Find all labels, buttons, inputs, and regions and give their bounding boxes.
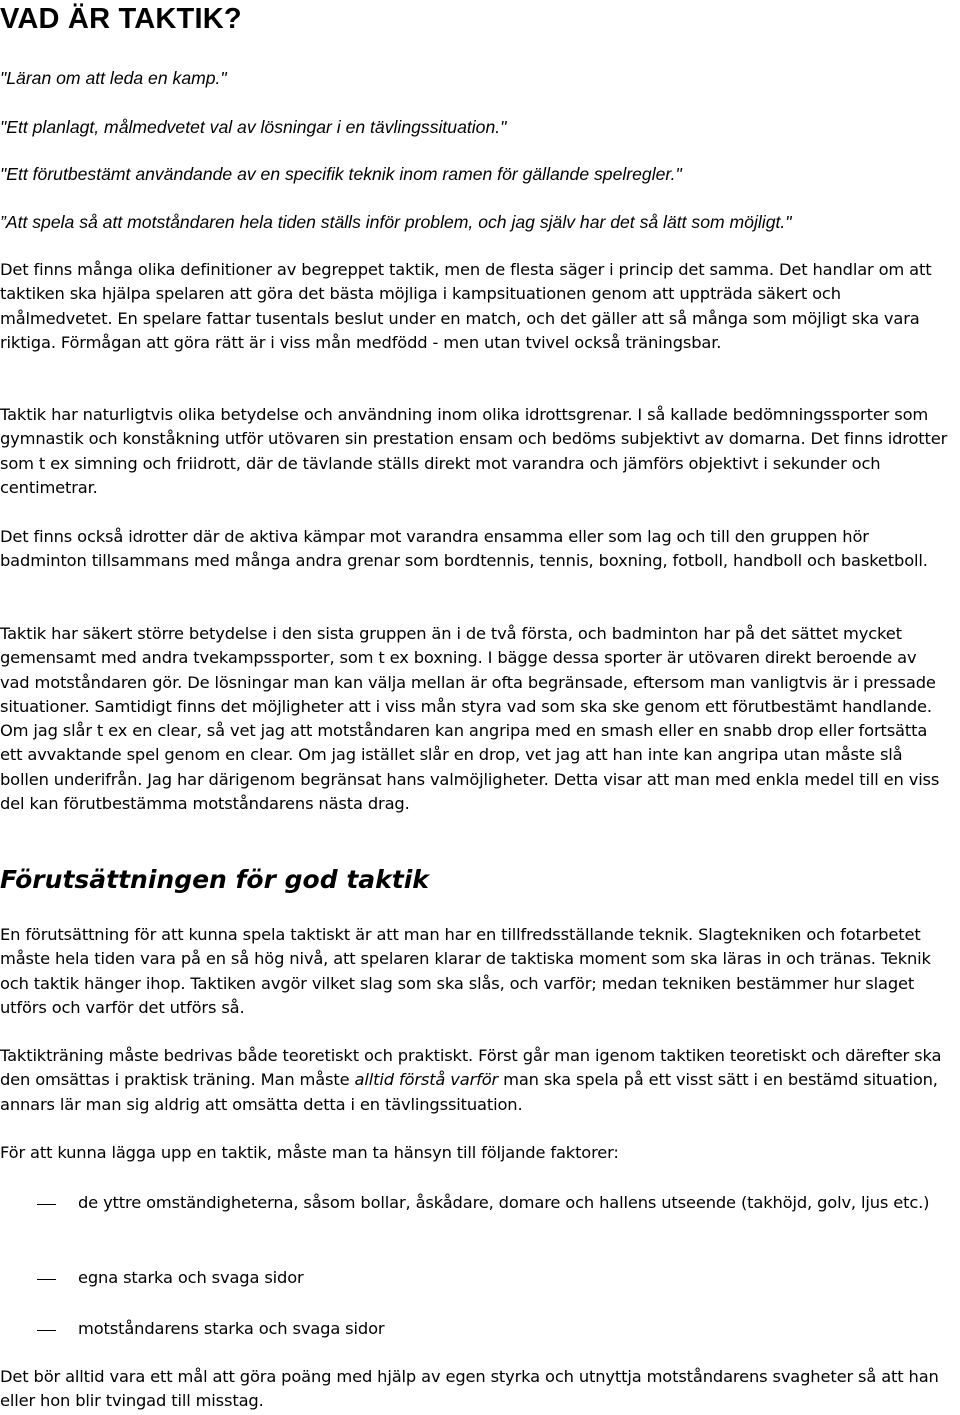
definition-quote-3: "Ett förutbestämt användande av en specifik teknik inom ramen för gällande spelregler." [0, 164, 682, 184]
definition-quote-2: "Ett planlagt, målmedvetet val av lösningar i en tävlingssituation." [0, 117, 507, 137]
dash-bullet-icon [37, 1330, 56, 1331]
definition-quote-4: ”Att spela så att motståndaren hela tiden ställs inför problem, och jag själv har det så lätt som möjligt." [0, 212, 792, 232]
definition-quote-1: "Läran om att leda en kamp." [0, 68, 227, 88]
list-item-text: motståndarens starka och svaga sidor [78, 1319, 385, 1338]
list-item-text: egna starka och svaga sidor [78, 1268, 304, 1287]
paragraph-technique: En förutsättning för att kunna spela taktiskt är att man har en tillfredsställande teknik. Slagtekniken och fotarbetet måste hela tiden vara på en så hög nivå, att spelaren klarar de taktiska moment som ska läras in och tränas. Teknik och taktik hänger ihop. Taktiken avgör vilket slag som ska slås, och varför; medan tekniken bestämmer hur slaget utförs och varför det utförs så. [0, 925, 931, 1017]
paragraph-definitions: Det finns många olika definitioner av begreppet taktik, men de flesta säger i princip det samma. Det handlar om att taktiken ska hjälpa spelaren att göra det bästa möjliga i kampsituationen genom att uppträda säkert och målmedvetet. En spelare fattar tusentals beslut under en match, och det gäller att så många som möjligt ska vara riktiga. Förmågan att göra rätt är i viss mån medfödd - men utan tvivel också träningsbar. [0, 260, 932, 352]
paragraph-tactics-training [0, 1044, 950, 1117]
list-item-text: de yttre omständigheterna, såsom bollar, åskådare, domare och hallens utseende (takhöjd, golv, ljus etc.) [78, 1193, 930, 1212]
tactics-training-text-start: Taktikträning måste bedrivas både teoretiskt och praktiskt. Först går man igenom taktiken teoretiskt och därefter ska den omsättas i praktisk träning. Man måste [0, 1046, 942, 1090]
dash-bullet-icon [37, 1279, 56, 1280]
tactics-training-emphasis: alltid förstå varför [354, 1070, 499, 1090]
tactics-training-text-end: man ska spela på ett visst sätt i en bestämd situation, annars lär man sig aldrig att omsätta detta i en tävlingssituation. [0, 1070, 938, 1114]
paragraph-tactics-badminton: Taktik har säkert större betydelse i den sista gruppen än i de två första, och badminton har på det sättet mycket gemensamt med andra tvekampssporter, som t ex boxning. I bägge dessa sporter är utövaren direkt beroende av vad motståndaren gör. De lösningar man kan välja mellan är ofta begränsade, eftersom man vanligtvis är i pressade situationer. Samtidigt finns det möjligheter att i viss mån styra vad som ska ske genom ett förutbestämt handlande. Om jag slår t ex en clear, så vet jag att motståndaren kan angripa med en smash eller en snabb drop eller fortsätta ett avvaktande spel genom en clear. Om jag istället slår en drop, vet jag att han inte kan angripa utan måste slå bollen underifrån. Jag har därigenom begränsat hans valmöjligheter. Detta visar att man med enkla medel till en viss del kan förutbestämma motståndarens nästa drag. [0, 624, 940, 814]
paragraph-sports-types: Taktik har naturligtvis olika betydelse och användning inom olika idrottsgrenar. I så kallade bedömningssporter som gymnastik och konståkning utför utövaren sin prestation ensam och bedöms subjektivt av domarna. Det finns idrotter som t ex simning och friidrott, där de tävlande ställs direkt mot varandra och jämförs objektivt i sekunder och centimetrar. [0, 405, 948, 497]
paragraph-conclusion: Det bör alltid vara ett mål att göra poäng med hjälp av egen styrka och utnyttja motståndarens svagheter så att han eller hon blir tvingad till misstag. [0, 1367, 939, 1411]
section-heading: Förutsättningen för god taktik [0, 865, 429, 894]
dash-bullet-icon [37, 1204, 56, 1205]
page-title: VAD ÄR TAKTIK? [0, 3, 242, 35]
paragraph-combat-sports: Det finns också idrotter där de aktiva kämpar mot varandra ensamma eller som lag och till den gruppen hör badminton tillsammans med många andra grenar som bordtennis, tennis, boxning, fotboll, handboll och basketboll. [0, 527, 928, 571]
paragraph-factors-intro: För att kunna lägga upp en taktik, måste man ta hänsyn till följande faktorer: [0, 1143, 619, 1162]
